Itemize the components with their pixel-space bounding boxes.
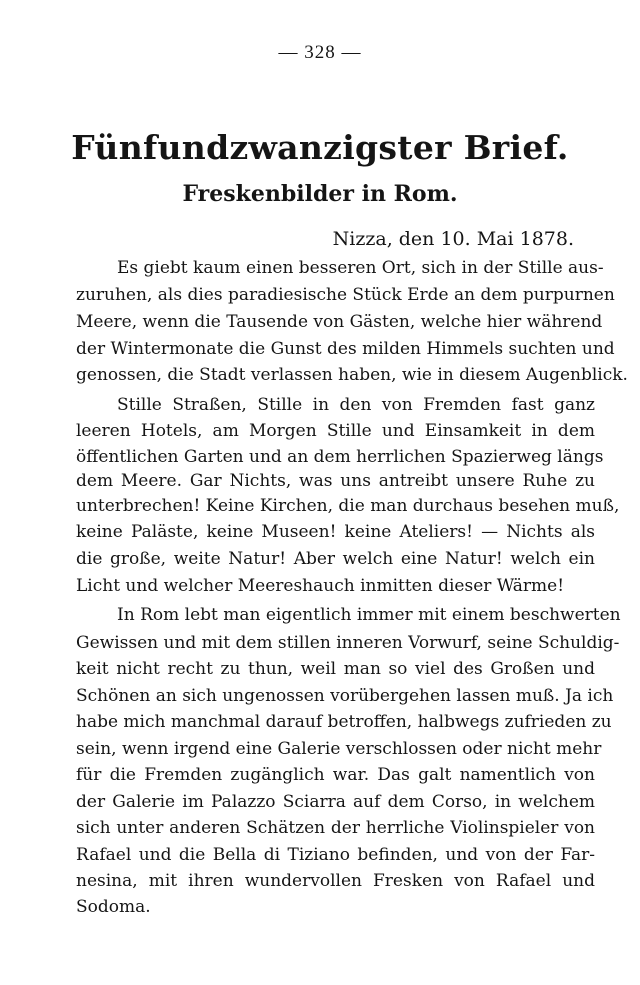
text-line: zuruhen, als dies paradiesische Stück Erde an dem purpurnen bbox=[76, 285, 615, 305]
text-line: sein, wenn irgend eine Galerie verschlossen oder nicht mehr bbox=[76, 739, 602, 759]
text-line: der Wintermonate die Gunst des milden Himmels suchten und bbox=[76, 339, 615, 359]
text-line: nesina, mit ihren wundervollen Fresken von Rafael und bbox=[76, 871, 595, 891]
chapter-subtitle: Freskenbilder in Rom. bbox=[182, 181, 458, 207]
page-number: — 328 — bbox=[278, 42, 362, 63]
text-line: sich unter anderen Schätzen der herrliche Violinspieler von bbox=[76, 818, 595, 838]
text-line: Gewissen und mit dem stillen inneren Vorwurf, seine Schuldig- bbox=[76, 633, 620, 653]
text-line: keine Paläste, keine Museen! keine Ateliers! — Nichts als bbox=[76, 522, 595, 542]
text-line: genossen, die Stadt verlassen haben, wie in diesem Augenblick. bbox=[76, 365, 628, 385]
text-line: Stille Straßen, Stille in den von Fremden fast ganz bbox=[117, 395, 595, 415]
text-line: Schönen an sich ungenossen vorübergehen lassen muß. Ja ich bbox=[76, 686, 614, 706]
text-line: habe mich manchmal darauf betroffen, halbwegs zufrieden zu bbox=[76, 712, 612, 732]
letter-dateline: Nizza, den 10. Mai 1878. bbox=[332, 228, 574, 250]
text-line: der Galerie im Palazzo Sciarra auf dem Corso, in welchem bbox=[76, 792, 595, 812]
text-line: keit nicht recht zu thun, weil man so viel des Großen und bbox=[76, 659, 595, 679]
text-line: die große, weite Natur! Aber welch eine Natur! welch ein bbox=[76, 549, 595, 569]
text-line: In Rom lebt man eigentlich immer mit einem beschwerten bbox=[117, 605, 621, 625]
text-line: Meere, wenn die Tausende von Gästen, welche hier während bbox=[76, 312, 603, 332]
chapter-title: Fünfundzwanzigster Brief. bbox=[71, 128, 569, 167]
text-line: dem Meere. Gar Nichts, was uns antreibt unsere Ruhe zu bbox=[76, 471, 595, 491]
text-line: öffentlichen Garten und an dem herrlichen Spazierweg längs bbox=[76, 447, 604, 467]
text-line: für die Fremden zugänglich war. Das galt namentlich von bbox=[76, 765, 595, 785]
text-line: Es giebt kaum einen besseren Ort, sich in der Stille aus- bbox=[117, 258, 604, 278]
text-line: unterbrechen! Keine Kirchen, die man durchaus besehen muß, bbox=[76, 496, 620, 516]
text-line: Rafael und die Bella di Tiziano befinden, und von der Far- bbox=[76, 845, 595, 865]
text-line: leeren Hotels, am Morgen Stille und Einsamkeit in dem bbox=[76, 421, 595, 441]
text-line: Licht und welcher Meereshauch inmitten dieser Wärme! bbox=[76, 576, 565, 596]
text-line: Sodoma. bbox=[76, 897, 151, 917]
